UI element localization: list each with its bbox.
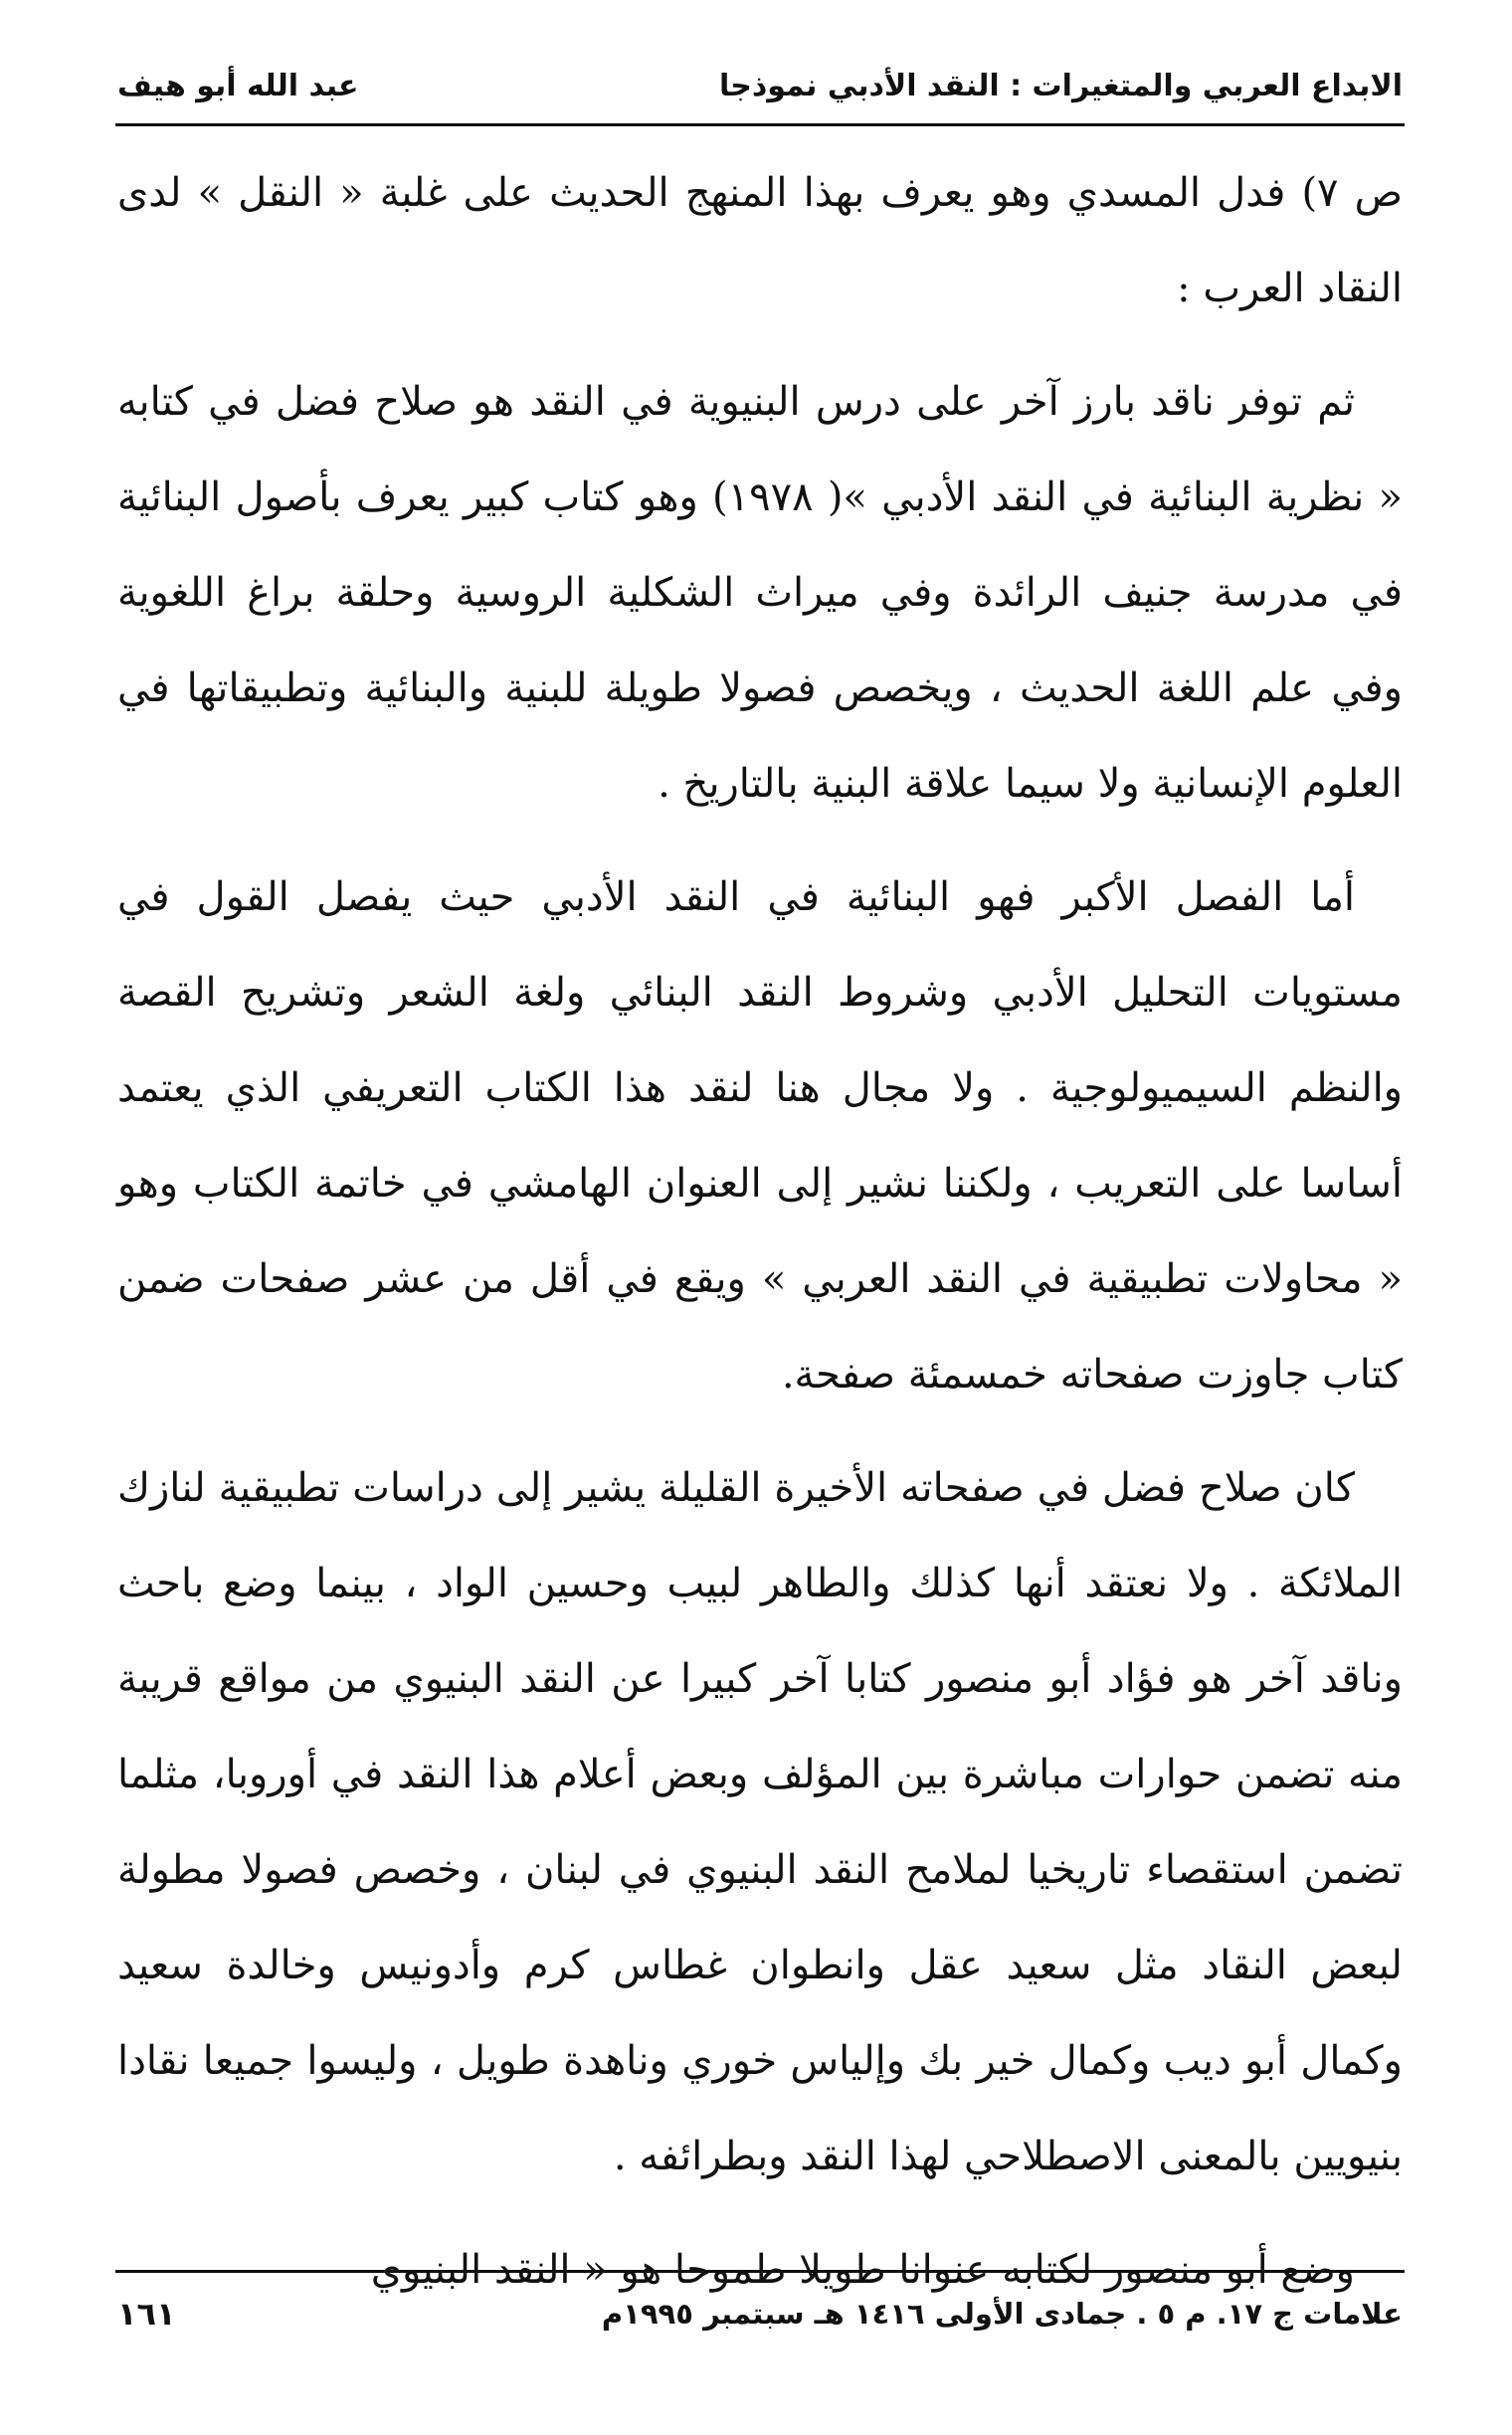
page-footer xyxy=(117,2288,1403,2340)
footer-divider xyxy=(115,2270,1405,2273)
body-text xyxy=(117,145,1403,2318)
page-number: ١٦١ xyxy=(117,2295,176,2333)
header-divider xyxy=(115,123,1405,126)
paragraph: أما الفصل الأكبر فهو البنائية في النقد الأدبي حيث يفصل القول في مستويات التحليل الأدبي وشروط النقد البنائي ولغة الشعر وتشريح القصة والنظم السيميولوجية . ولا مجال هنا لنقد هذا الكتاب التعريفي الذي يعتمد أساسا على التعريب ، ولكننا نشير إلى العنوان الهامشي في خاتمة الكتاب وهو « محاولات تطبيقية في النقد العربي » ويقع في أقل من عشر صفحات ضمن كتاب جاوزت صفحاته خمسمئة صفحة. xyxy=(117,874,1403,1398)
running-header xyxy=(117,58,1403,113)
paragraph: وضع أبو منصور لكتابه عنوانا طويلا طموحا هو « النقد البنيوي xyxy=(370,2247,1355,2293)
paragraph: ثم توفر ناقد بارز آخر على درس البنيوية في النقد هو صلاح فضل في كتابه « نظرية البنائية في النقد الأدبي »( ١٩٧٨) وهو كتاب كبير يعرف بأصول البنائية في مدرسة جنيف الرائدة وفي ميراث الشكلية الروسية وحلقة براغ اللغوية وفي علم اللغة الحديث ، ويخصص فصولا طويلة للبنية والبنائية وتطبيقاتها في العلوم الإنسانية ولا سيما علاقة البنية بالتاريخ . xyxy=(117,379,1404,807)
paragraph: كان صلاح فضل في صفحاته الأخيرة القليلة يشير إلى دراسات تطبيقية لنازك الملائكة . ولا نعتقد أنها كذلك والطاهر لبيب وحسين الواد ، بينما وضع باحث وناقد آخر هو فؤاد أبو منصور كتابا آخر كبيرا عن النقد البنيوي من مواقع قريبة منه تضمن حوارات مباشرة بين المؤلف وبعض أعلام هذا النقد في أوروبا، مثلما تضمن استقصاء تاريخيا لملامح النقد البنيوي في لبنان ، وخصص فصولا مطولة لبعض النقاد مثل سعيد عقل وانطوان غطاس كرم وأدونيس وخالدة سعيد وكمال أبو ديب وكمال خير بك وإلياس خوري وناهدة طويل ، وليسوا جميعا نقادا بنيويين بالمعنى الاصطلاحي لهذا النقد وبطرائفه . xyxy=(117,1465,1404,2179)
issue-info: علامات ج ١٧. م ٥ . جمادى الأولى ١٤١٦ هـ سبتمبر ١٩٩٥م xyxy=(601,2297,1403,2331)
paragraph: ص ٧) فدل المسدي وهو يعرف بهذا المنهج الحديث على غلبة « النقل » لدى النقاد العرب : xyxy=(117,170,1403,311)
author-name: عبد الله أبو هيف xyxy=(117,68,359,103)
book-title: الابداع العربي والمتغيرات : النقد الأدبي نموذجا xyxy=(718,68,1403,103)
